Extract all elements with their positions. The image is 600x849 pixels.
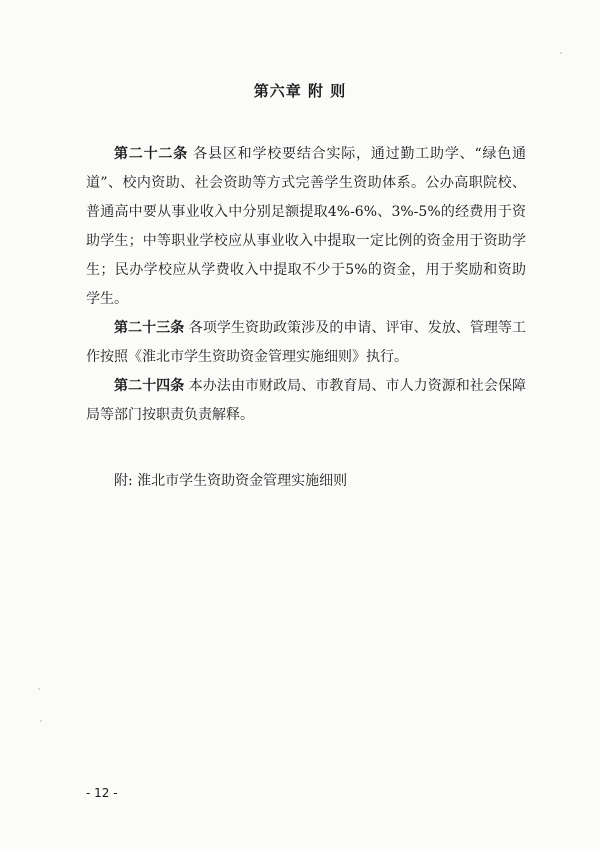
scan-speck <box>38 688 40 690</box>
article-number: 第二十二条 <box>114 146 188 162</box>
document-body <box>86 140 526 430</box>
chapter-title: 第六章 附 则 <box>253 82 347 100</box>
article-23 <box>86 314 526 372</box>
article-number: 第二十四条 <box>114 378 185 394</box>
attachment-note: 附: 淮北市学生资助资金管理实施细则 <box>114 473 348 489</box>
scan-speck <box>40 720 42 722</box>
article-22 <box>86 140 526 314</box>
article-text: 本办法由市财政局、市教育局、市人力资源和社会保障局等部门按职责负责解释。 <box>86 378 527 423</box>
article-text: 各项学生资助政策涉及的申请、评审、发放、管理等工作按照《淮北市学生资助资金管理实施细则》执行。 <box>86 320 527 365</box>
article-24 <box>86 372 526 430</box>
article-text: 各县区和学校要结合实际，通过勤工助学、“绿色通道”、校内资助、社会资助等方式完善学生资助体系。公办高职院校、普通高中要从事业收入中分别足额提取4%-6%、3%-5%的经费用于资助学生；中等职业学校应从事业收入中提取一定比例的资金用于资助学生；民办学校应从学费收入中提取不少于5%的资金，用于奖励和资助学生。 <box>86 146 526 307</box>
page-number: - 12 - <box>86 786 118 800</box>
article-number: 第二十三条 <box>114 320 185 336</box>
scan-speck <box>560 52 562 54</box>
